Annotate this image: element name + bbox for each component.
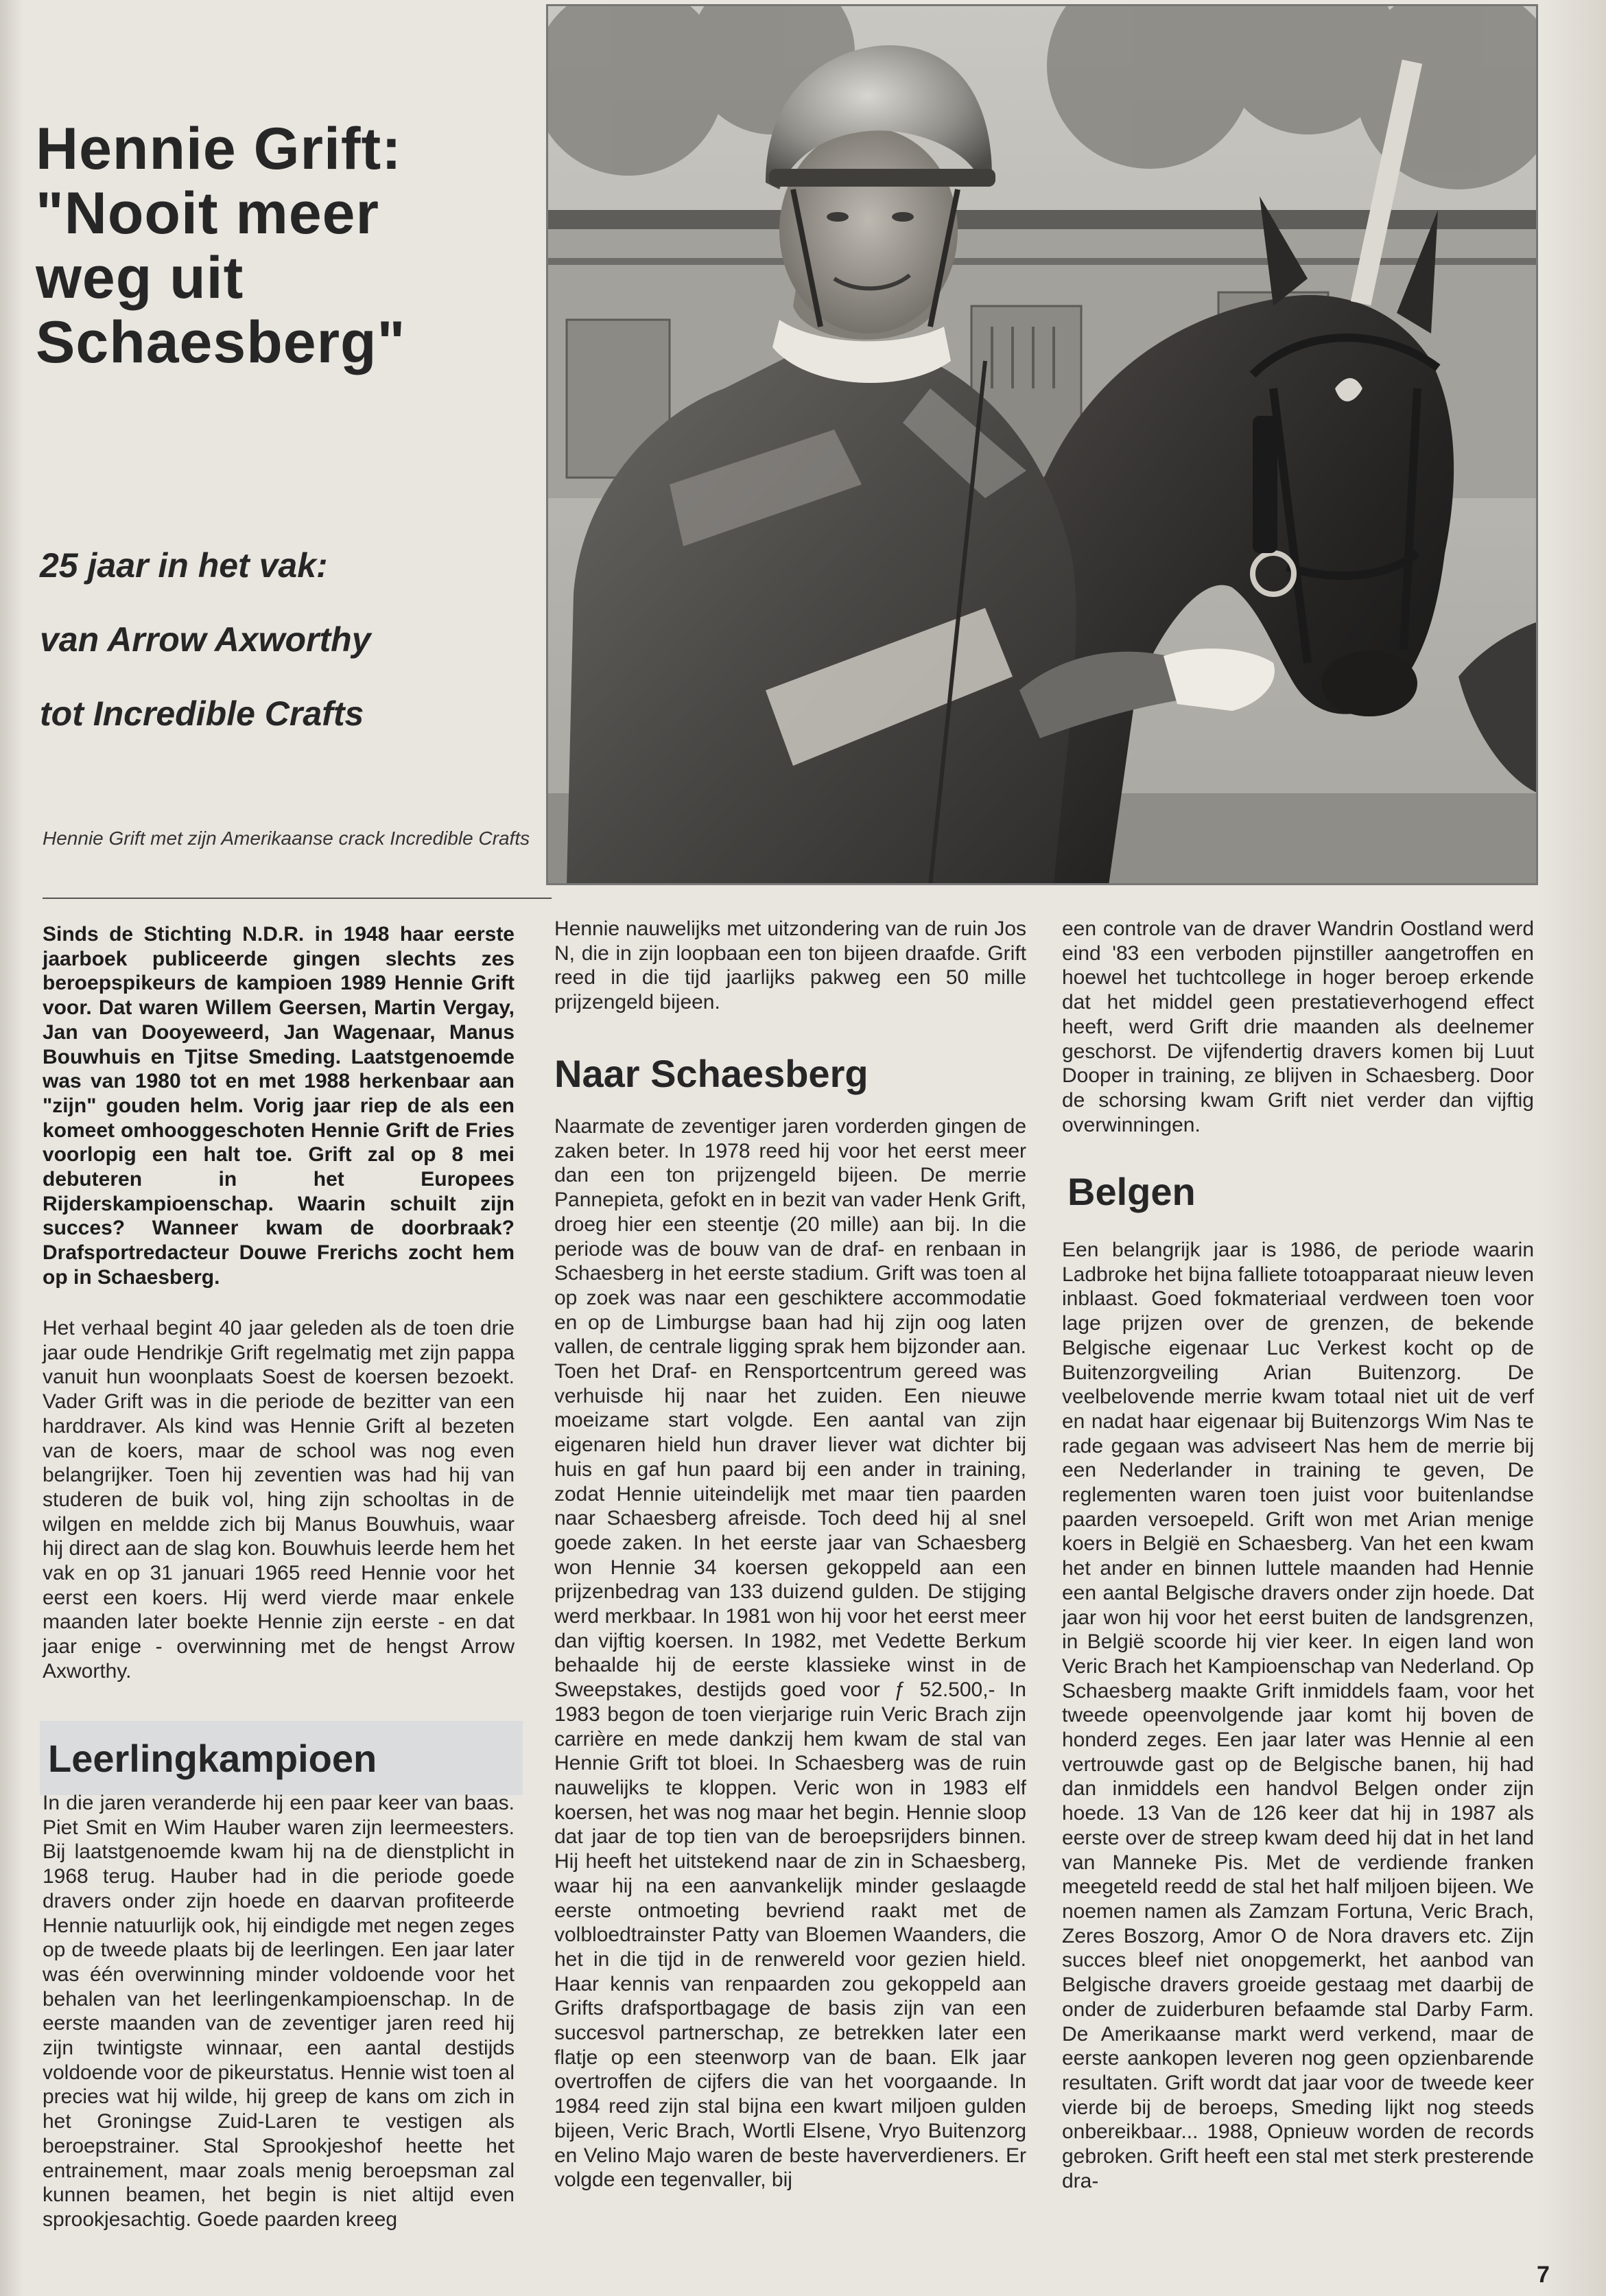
section-heading-belgen: Belgen [1067,1170,1196,1213]
column-2-naar-schaesberg-text: Naarmate de zeventiger jaren vorderden gingen de zaken beter. In 1978 reed hij voor het eerst meer dan een ton prijzengeld bijeen. De merrie Pannepieta, gefokt en in bezit van vader Henk Grift, droeg hier een steentje (20 mille) aan bij. In die periode was de bouw van de draf- en renbaan in Schaesberg in het eerste stadium. Grift was toen al op zoek was naar een geschiktere accommodatie en op de Limburgse baan had hij zijn oog laten vallen, de centrale ligging sprak hem bijzonder aan. Toen het Draf- en Rensportcentrum gereed was verhuisde hij naar het zuiden. Een nieuwe moeizame start volgde. Een aantal van zijn eigenaren hield hun draver liever wat dichter bij huis en gaf hun paard bij een ander in training, zodat Hennie uiteindelijk met maar tien paarden naar Schaesberg afreisde. Toch deed hij al snel goede zaken. In het eerste jaar van Schaesberg won Hennie 34 koersen gekoppeld aan een prijzenbedrag van 133 duizend gulden. De stijging werd merkbaar. In 1981 won hij voor het eerst meer dan vijftig koersen. In 1982, met Vedette Berkum behaalde hij de eerste klassieke winst in de Sweepstakes, destijds goed voor ƒ 52.500,- In 1983 begon de toen vierjarige ruin Veric Brach zijn carrière en mede dankzij hem kwam de stal van Hennie Grift tot bloei. In Schaesberg was de ruin nauwelijks te kloppen. Veric won in 1983 elf koersen, het was nog maar het begin. Hennie sloop dat jaar de top tien van de beroepsrijders binnen. Hij heeft het uitstekend naar de zin in Schaesberg, waar hij na een aanvankelijk minder geslaagde eerste ontmoeting bevriend raakt met de volbloedtrainster Patty van Bloemen Waanders, die het in die tijd in de renwereld voor gezien hield. Haar kennis van renpaarden zou gekoppeld aan Grifts drafsportbagage de basis zijn van een succesvol partnerschap, ze betrekken later een flatje op een steenworp van de baan. Elk jaar overtroffen de cijfers die van het voorgaande. In 1984 reed zijn stal bijna een kwart miljoen gulden bijeen, Veric Brach, Wortli Elsene, Vryo Buitenzorg en Velino Majo waren de beste haververdieners. Er volgde een tegenvaller, bij [554,1115,1026,2192]
page-number: 7 [1537,2262,1550,2288]
caption-divider [43,898,552,899]
photo-caption: Hennie Grift met zijn Amerikaanse crack Incredible Crafts [43,828,530,849]
page-spine-shadow [0,0,23,2296]
column-1-intro: Het verhaal begint 40 jaar geleden als de toen drie jaar oude Hendrikje Grift regelmatig met zijn pappa vanuit hun woonplaats Soest de koersen bezoekt. Vader Grift was in die periode de bezitter van een harddraver. Als kind was Hennie Grift al bezeten van de koers, maar de school was nog even belangrijker. Toen hij zeventien was had hij van studeren de buik vol, hing zijn schooltas in de wilgen en meldde zich bij Manus Bouwhuis, waar hij direct aan de slag kon. Bouwhuis leerde hem het vak en op 31 januari 1965 reed Hennie voor het eerst een koers. Hij werd vierde maar enkele maanden later boekte Hennie zijn eerste - en dat jaar enige - overwinning met de hengst Arrow Axworthy. [43,1317,515,1683]
page-edge-shadow [1537,0,1606,2296]
title-line: weg uit [36,245,244,311]
subtitle-line: tot Incredible Crafts [40,694,364,733]
title-line: Schaesberg" [36,309,406,375]
jockey-with-horse-photo [546,4,1538,885]
section-heading-leerlingkampioen: Leerlingkampioen [48,1737,377,1780]
subtitle-line: van Arrow Axworthy [40,620,371,659]
column-1-leerlingkampioen-text: In die jaren veranderde hij een paar keer van baas. Piet Smit en Wim Hauber waren zijn leermeesters. Bij laatstgenoemde kwam hij na de dienstplicht in 1968 terug. Hauber had in die periode goede dravers onder zijn hoede en daarvan profiteerde Hennie natuurlijk ook, hij eindigde met negen zeges op de tweede plaats bij de leerlingen. Een jaar later was één overwinning minder voldoende voor het behalen van het leerlingenkampioenschap. In de eerste maanden van de zeventiger jaren reed hij zijn twintigste winnaar, een aantal destijds voldoende voor de pikeurstatus. Hennie wist toen al precies wat hij wilde, hij greep de kans om zich in het Groningse Zuid-Laren te vestigen als beroepstrainer. Stal Sprookjeshof heette het entrainement, maar zoals menig beroepsman zal kunnen beamen, het begin is niet altijd even sprookjesachtig. Goede paarden kreeg [43,1792,515,2231]
article-subtitle [40,528,534,751]
column-3-top-text: een controle van de draver Wandrin Oostland werd eind '83 een verboden pijnstiller aangetroffen en hoewel het tuchtcollege in hoger beroep erkende dat het middel geen prestatieverhogend effect heeft, werd Grift drie maanden als deelnemer geschorst. De vijfendertig dravers komen bij Luut Dooper in training, ze blijven in Schaesberg. Door de schorsing kwam Grift niet verder dan vijftig overwinningen. [1062,917,1534,1136]
title-line: "Nooit meer [36,180,379,246]
column-3-belgen-text: Een belangrijk jaar is 1986, de periode waarin Ladbroke het bijna falliete totoapparaat nieuw leven inblaast. Goed fokmateriaal verdween toen voor lage prijzen over de grenzen, de bekende Belgische eigenaar Luc Verkest kocht op de Buitenzorgveiling Arian Buitenzorg. De veelbelovende merrie kwam totaal niet uit de verf en nadat haar eigenaar bij Buitenzorgs Wim Nas te rade gegaan was adviseert Nas hem de merrie bij een Nederlander in training te geven, De reglementen waren toen juist voor buitenlandse paarden versoepeld. Grift won met Arian menige koers in België en Schaesberg. Van het een kwam het ander en binnen luttele maanden had Hennie een aantal Belgische dravers onder zijn hoede. Dat jaar won hij voor het eerst buiten de landsgrenzen, in België scoorde hij vier keer. In eigen land won Veric Brach het Kampioenschap van Nederland. Op Schaesberg maakte Grift inmiddels faam, voor het tweede opeenvolgende jaar komt hij boven de honderd zeges. Een jaar later was Hennie al een vertrouwde gast op de Belgische banen, hij had dan inmiddels een handvol Belgen onder zijn hoede. 13 Van de 126 keer dat hij in 1987 als eerste over de streep kwam deed hij dat in het land van Manneke Pis. Met de verdiende franken meegeteld reedd de stal het half miljoen bijeen. We noemen namen als Zamzam Fortuna, Veric Brach, Zeres Boszorg, Amor O de Nora dravers etc. Zijn succes bleef niet onopgemerkt, het aanbod van Belgische dravers groeide gestaag met daarbij de onder de zuiderburen befaamde stal Darby Farm. De Amerikaanse markt werd verkend, maar de eerste aankopen leveren nog geen opzienbarende resultaten. Grift wordt dat jaar voor de tweede keer vierde bij de beroeps, Smeding lijkt nog steeds onbereikbaar... 1988, Opnieuw worden de records gebroken. Grift heeft een stal met sterk presterende dra- [1062,1239,1534,2192]
title-line: Hennie Grift: [36,116,402,182]
column-2-top-text: Hennie nauwelijks met uitzondering van de ruin Jos N, die in zijn loopbaan een ton bijeen draafde. Grift reed in die tijd jaarlijks pakweg een 50 mille prijzengeld bijeen. [554,917,1026,1014]
article-title [36,117,530,375]
section-heading-naar-schaesberg: Naar Schaesberg [554,1052,869,1095]
subtitle-line: 25 jaar in het vak: [40,546,328,585]
article-lead: Sinds de Stichting N.D.R. in 1948 haar eerste jaarboek publiceerde gingen slechts zes beroepspikeurs de kampioen 1989 Hennie Grift voor. Dat waren Willem Geersen, Martin Vergay, Jan van Dooyeweerd, Jan Wagenaar, Manus Bouwhuis en Tjitse Smeding. Laatstgenoemde was van 1980 tot en met 1988 herkenbaar aan "zijn" gouden helm. Vorig jaar riep de als een komeet omhooggeschoten Hennie Grift de Fries voorlopig een halt toe. Grift zal op 8 mei debuteren in het Europees Rijderskampioenschap. Waarin schuilt zijn succes? Wanneer kwam de doorbraak? Drafsportredacteur Douwe Frerichs zocht hem op in Schaesberg. [43,923,515,1289]
